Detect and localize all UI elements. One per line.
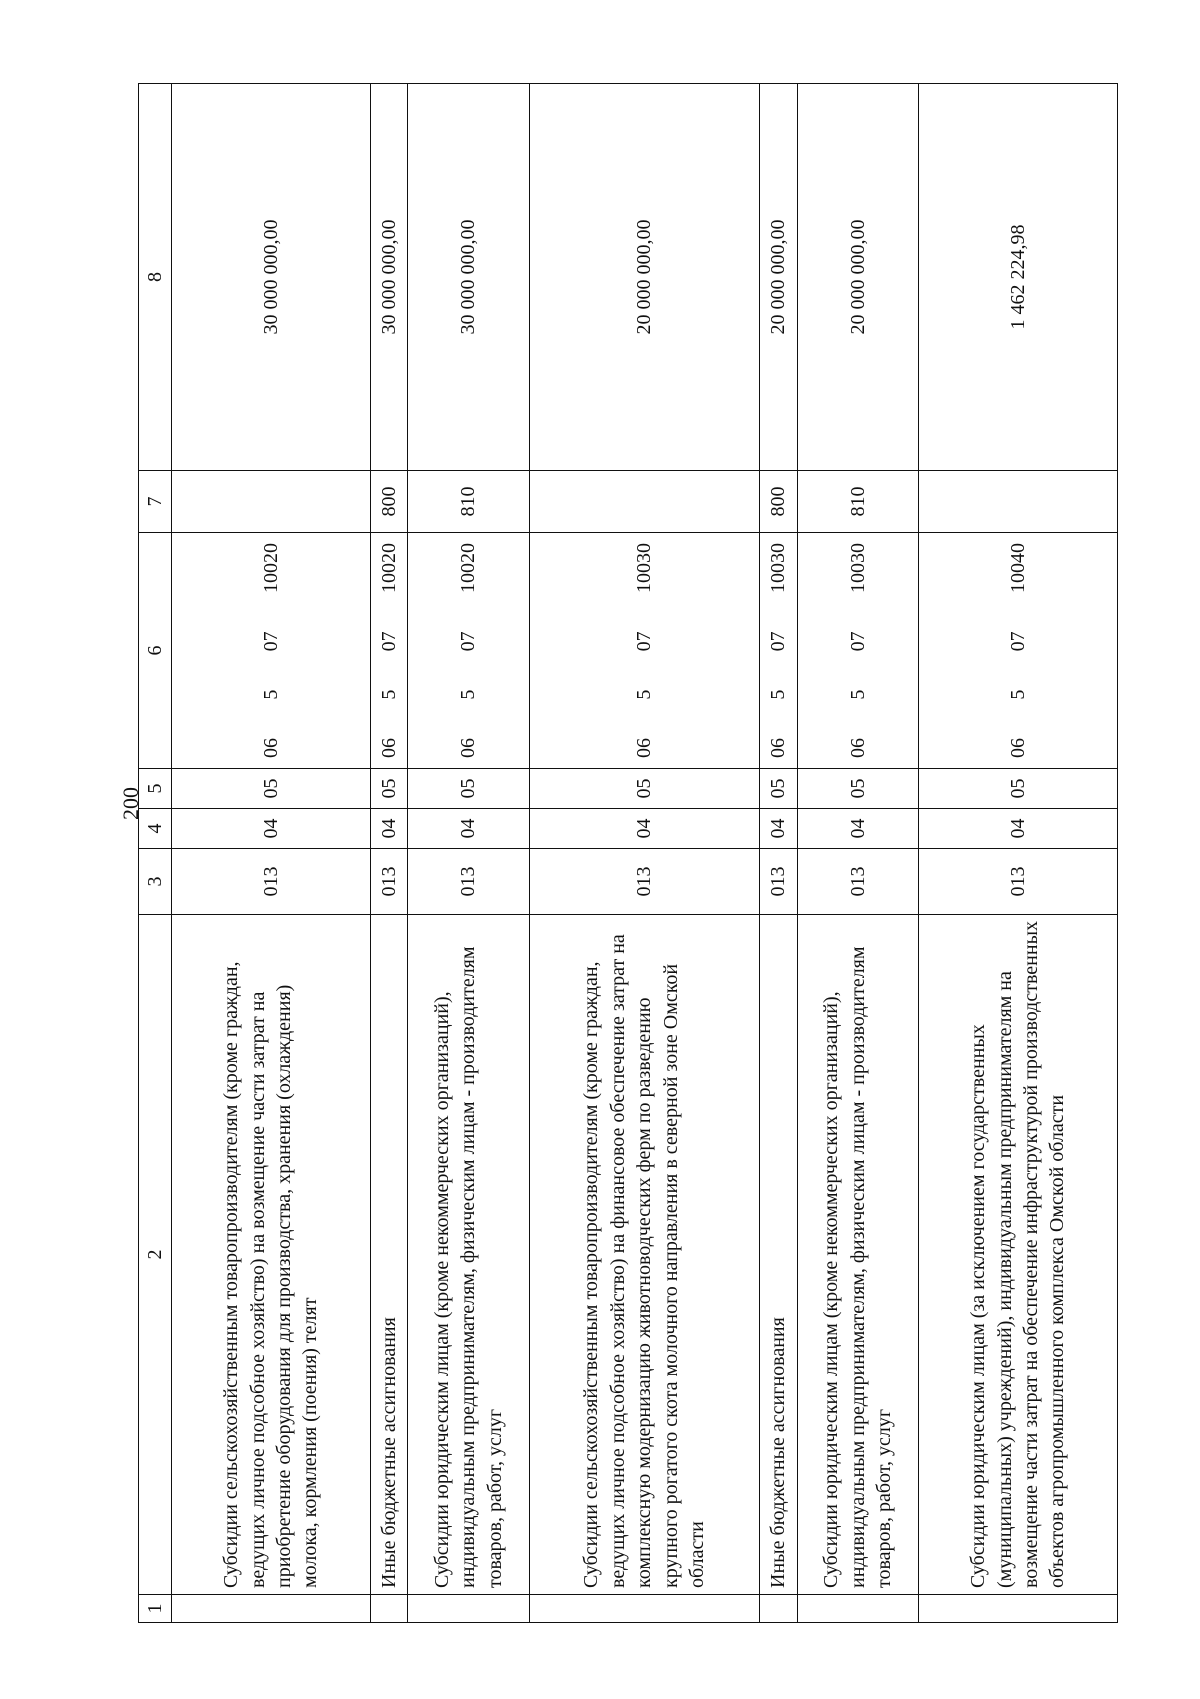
cell-section: 04 xyxy=(919,809,1118,849)
cell-ministry-code: 013 xyxy=(760,849,798,915)
cell-expense-type: 800 xyxy=(760,471,798,533)
cell-section: 04 xyxy=(760,809,798,849)
cell-target-article xyxy=(760,533,798,769)
cell-amount: 30 000 000,00 xyxy=(370,84,408,471)
table-header-row xyxy=(139,84,172,1623)
csr-part: 06 xyxy=(633,738,656,758)
cell-expense-type: 810 xyxy=(797,471,918,533)
cell-amount: 20 000 000,00 xyxy=(797,84,918,471)
col-header-3: 3 xyxy=(139,849,172,915)
csr-part: 06 xyxy=(767,738,790,758)
cell-expense-type: 810 xyxy=(408,471,529,533)
cell-index xyxy=(370,1595,408,1623)
cell-target-article xyxy=(172,533,371,769)
csr-part: 06 xyxy=(259,738,282,758)
cell-description: Субсидии сельскохозяйственным товаропроизводителям (кроме граждан, ведущих личное подсобное хозяйство) на финансовое обеспечение затрат на комплексную модернизацию животноводческих ферм по разведению крупного рогатого скота молочного направления в северной зоне Омской области xyxy=(529,915,759,1595)
cell-section: 04 xyxy=(408,809,529,849)
csr-part: 06 xyxy=(457,738,480,758)
cell-amount: 1 462 224,98 xyxy=(919,84,1118,471)
cell-section: 04 xyxy=(370,809,408,849)
cell-target-article xyxy=(408,533,529,769)
cell-index xyxy=(760,1595,798,1623)
cell-section: 04 xyxy=(172,809,371,849)
cell-index xyxy=(919,1595,1118,1623)
col-header-6: 6 xyxy=(139,533,172,769)
table-row xyxy=(919,84,1118,1623)
csr-part: 07 xyxy=(633,631,656,652)
csr-part: 10020 xyxy=(259,543,282,594)
cell-section: 04 xyxy=(529,809,759,849)
csr-part: 10040 xyxy=(1006,543,1029,594)
cell-subsection: 05 xyxy=(797,769,918,809)
csr-part: 07 xyxy=(259,631,282,652)
rotated-table-container xyxy=(138,83,1118,1623)
cell-description: Субсидии юридическим лицам (за исключением государственных (муниципальных) учреждений), индивидуальным предпринимателям на возмещение части затрат на обеспечение инфраструктурой производственных объектов агропромышленного комплекса Омской области xyxy=(919,915,1118,1595)
cell-index xyxy=(529,1595,759,1623)
cell-description: Субсидии юридическим лицам (кроме некоммерческих организаций), индивидуальным предпринимателям, физическим лицам - производителям товаров, работ, услуг xyxy=(797,915,918,1595)
cell-ministry-code: 013 xyxy=(370,849,408,915)
csr-part: 5 xyxy=(259,689,282,700)
csr-part: 07 xyxy=(767,631,790,652)
col-header-1: 1 xyxy=(139,1595,172,1623)
table-row xyxy=(529,84,759,1623)
cell-expense-type: 800 xyxy=(370,471,408,533)
table-row xyxy=(370,84,408,1623)
csr-part: 5 xyxy=(457,689,480,700)
cell-index xyxy=(408,1595,529,1623)
cell-target-article xyxy=(919,533,1118,769)
table-row xyxy=(408,84,529,1623)
cell-subsection: 05 xyxy=(919,769,1118,809)
cell-expense-type xyxy=(919,471,1118,533)
budget-table xyxy=(138,83,1118,1623)
csr-part: 10020 xyxy=(377,543,400,594)
table-row xyxy=(797,84,918,1623)
csr-part: 5 xyxy=(633,689,656,700)
col-header-7: 7 xyxy=(139,471,172,533)
cell-index xyxy=(797,1595,918,1623)
csr-part: 06 xyxy=(846,738,869,758)
cell-description: Иные бюджетные ассигнования xyxy=(370,915,408,1595)
csr-part: 5 xyxy=(767,689,790,700)
cell-expense-type xyxy=(529,471,759,533)
csr-part: 10030 xyxy=(767,543,790,594)
page-number: 200 xyxy=(118,787,143,820)
cell-amount: 20 000 000,00 xyxy=(760,84,798,471)
csr-part: 07 xyxy=(377,631,400,652)
cell-subsection: 05 xyxy=(370,769,408,809)
cell-amount: 20 000 000,00 xyxy=(529,84,759,471)
cell-target-article xyxy=(797,533,918,769)
csr-part: 10030 xyxy=(633,543,656,594)
table-row xyxy=(172,84,371,1623)
cell-ministry-code: 013 xyxy=(529,849,759,915)
col-header-2: 2 xyxy=(139,915,172,1595)
csr-part: 5 xyxy=(846,689,869,700)
cell-ministry-code: 013 xyxy=(408,849,529,915)
csr-part: 07 xyxy=(1006,631,1029,652)
cell-subsection: 05 xyxy=(760,769,798,809)
cell-description: Иные бюджетные ассигнования xyxy=(760,915,798,1595)
cell-subsection: 05 xyxy=(529,769,759,809)
cell-amount: 30 000 000,00 xyxy=(408,84,529,471)
csr-part: 10020 xyxy=(457,543,480,594)
csr-part: 07 xyxy=(457,631,480,652)
csr-part: 07 xyxy=(846,631,869,652)
cell-target-article xyxy=(529,533,759,769)
cell-subsection: 05 xyxy=(172,769,371,809)
csr-part: 06 xyxy=(377,738,400,758)
cell-ministry-code: 013 xyxy=(919,849,1118,915)
col-header-8: 8 xyxy=(139,84,172,471)
cell-description: Субсидии юридическим лицам (кроме некоммерческих организаций), индивидуальным предпринимателям, физическим лицам - производителям товаров, работ, услуг xyxy=(408,915,529,1595)
col-header-5: 5 xyxy=(139,769,172,809)
cell-expense-type xyxy=(172,471,371,533)
cell-target-article xyxy=(370,533,408,769)
col-header-4: 4 xyxy=(139,809,172,849)
cell-section: 04 xyxy=(797,809,918,849)
csr-part: 5 xyxy=(1006,689,1029,700)
csr-part: 5 xyxy=(377,689,400,700)
cell-description: Субсидии сельскохозяйственным товаропроизводителям (кроме граждан, ведущих личное подсобное хозяйство) на возмещение части затрат на приобретение оборудования для производства, хранения (охлаждения) молока, кормления (поения) телят xyxy=(172,915,371,1595)
table-row xyxy=(760,84,798,1623)
csr-part: 06 xyxy=(1006,738,1029,758)
csr-part: 10030 xyxy=(846,543,869,594)
cell-amount: 30 000 000,00 xyxy=(172,84,371,471)
cell-index xyxy=(172,1595,371,1623)
cell-subsection: 05 xyxy=(408,769,529,809)
cell-ministry-code: 013 xyxy=(172,849,371,915)
cell-ministry-code: 013 xyxy=(797,849,918,915)
